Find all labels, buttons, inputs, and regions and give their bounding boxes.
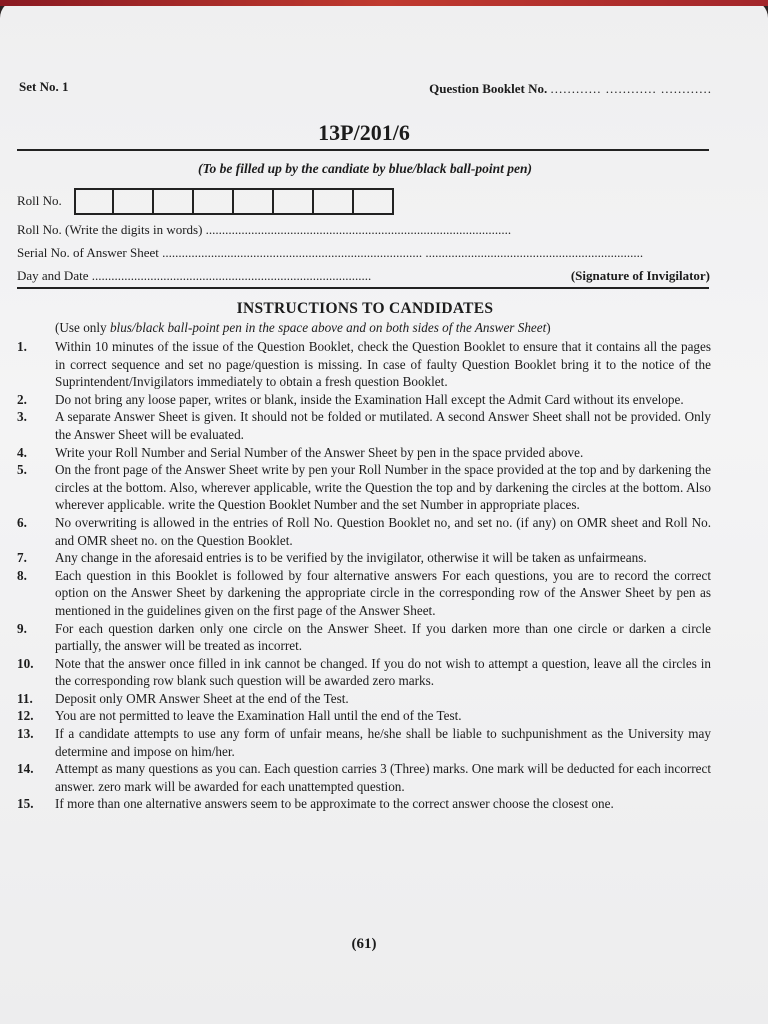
roll-no-boxes — [74, 188, 394, 215]
item-number: 2. — [17, 391, 27, 407]
roll-digit-box — [114, 188, 154, 215]
set-number: Set No. 1 — [19, 79, 69, 94]
item-text: Any change in the aforesaid entries is to be verified by the invigilator, otherwise it will be taken as unfairmeans. — [55, 550, 647, 566]
item-text: A separate Answer Sheet is given. It should not be folded or mutilated. A second Answer Sheet shall not be provided. Only the Answer Sheet will be evaluated. — [55, 409, 711, 442]
divider-top — [17, 149, 709, 151]
list-item — [17, 620, 711, 655]
item-number: 6. — [17, 514, 27, 530]
list-item — [17, 707, 711, 725]
note-italic: blus/black ball-point pen in the space above and on both sides of the Answer Sheet — [109, 320, 547, 335]
item-number: 13. — [17, 726, 34, 742]
item-text: Each question in this Booklet is followed by four alternative answers For each questions, you are to record the correct option on the Answer Sheet by darkening the appropriate circle in the corresponding row of the Answer Sheet by pen as mentioned in the guidelines given on the first page of the Answer Sheet. — [55, 567, 711, 618]
instructions-note — [55, 320, 551, 336]
item-text: If a candidate attempts to use any form of unfair means, he/she shall be liable to suchpunishment as the University may determine and impose on him/her. — [55, 726, 711, 759]
roll-digit-box — [314, 188, 354, 215]
item-text: For each question darken only one circle on the Answer Sheet. If you darken more than one circle or darken a circle partially, the answer will be treated as incorret. — [55, 620, 711, 654]
cover-edge — [0, 0, 768, 6]
list-item — [17, 338, 711, 391]
roll-digit-box — [274, 188, 314, 215]
list-item — [17, 655, 711, 690]
item-text: Do not bring any loose paper, writes or blank, inside the Examination Hall except the Admit Card without its envelope. — [55, 391, 684, 407]
item-number: 15. — [17, 796, 34, 812]
item-number: 8. — [17, 567, 27, 583]
paper-code: 13P/201/6 — [318, 120, 410, 145]
item-number: 14. — [17, 761, 34, 777]
item-text: If more than one alternative answers seem to be approximate to the correct answer choose the closest one. — [55, 796, 614, 812]
roll-digit-box — [354, 188, 394, 215]
item-text: You are not permitted to leave the Examination Hall until the end of the Test. — [55, 708, 462, 724]
instructions-list — [17, 338, 711, 813]
roll-digit-box — [234, 188, 274, 215]
booklet-blank: ............ ............ ............ — [550, 81, 712, 96]
item-number: 11. — [17, 690, 33, 706]
item-number: 12. — [17, 708, 34, 724]
day-date-field: Day and Date ...................................................................................... — [17, 268, 372, 283]
note-suffix: ) — [546, 320, 551, 335]
item-number: 4. — [17, 444, 27, 460]
serial-no-field: Serial No. of Answer Sheet ................................................................................ ................................................................... — [17, 245, 644, 260]
roll-digit-box — [194, 188, 234, 215]
item-text: Deposit only OMR Answer Sheet at the end of the Test. — [55, 690, 349, 706]
item-number: 5. — [17, 462, 27, 478]
list-item — [17, 760, 711, 795]
fill-instruction: (To be filled up by the candiate by blue/black ball-point pen) — [198, 161, 532, 176]
item-number: 3. — [17, 409, 27, 425]
list-item — [17, 549, 711, 567]
instructions-title: INSTRUCTIONS TO CANDIDATES — [236, 300, 494, 317]
list-item — [17, 690, 711, 708]
list-item — [17, 567, 711, 620]
list-item — [17, 391, 711, 409]
item-text: No overwriting is allowed in the entries of Roll No. Question Booklet no, and set no. (if any) on OMR sheet and Roll No. and OMR sheet no. on the Question Booklet. — [55, 514, 711, 548]
item-number: 7. — [17, 550, 27, 566]
list-item — [17, 725, 711, 760]
item-text: Note that the answer once filled in ink cannot be changed. If you do not wish to attempt a question, leave all the circles in the corresponding row blank such question will be awarded zero marks. — [55, 655, 711, 689]
item-text: On the front page of the Answer Sheet write by pen your Roll Number in the space provided at the top and by darkening the circles at the bottom. Also, wherever applicable, write the Question the top and by darkening the circles at the bottom. Also wherever applicable. write the Question Booklet Number and the set Number in appropriate places. — [55, 462, 711, 513]
list-item — [17, 444, 711, 462]
item-number: 10. — [17, 655, 34, 671]
item-number: 1. — [17, 339, 27, 354]
question-booklet-number — [429, 81, 712, 97]
roll-no-label: Roll No. — [17, 193, 62, 208]
list-item — [17, 461, 711, 514]
item-text: Attempt as many questions as you can. Each question carries 3 (Three) marks. One mark will be deducted for each incorrect answer. zero mark will be awarded for each unattempted question. — [55, 761, 711, 794]
invigilator-signature-label: (Signature of Invigilator) — [570, 268, 710, 283]
note-prefix: (Use only — [55, 320, 110, 335]
list-item — [17, 795, 711, 813]
roll-digit-box — [74, 188, 114, 215]
booklet-label: Question Booklet No. — [429, 81, 548, 96]
item-text: Write your Roll Number and Serial Number of the Answer Sheet by pen in the space prvided above. — [55, 444, 584, 460]
roll-digit-box — [154, 188, 194, 215]
roll-no-words-field: Roll No. (Write the digits in words) .............................................................................................. — [17, 222, 512, 237]
divider-bottom — [17, 287, 709, 289]
list-item — [17, 408, 711, 443]
list-item — [17, 514, 711, 549]
item-text: Within 10 minutes of the issue of the Question Booklet, check the Question Booklet to ensure that it contains all the pages in correct sequence and set no page/question is missing. In case of faulty Question Booklet bring it to the notice of the Suprintendent/Invigilators immediately to obtain a fresh question Booklet. — [55, 339, 711, 390]
item-number: 9. — [17, 620, 27, 636]
page-number: (61) — [351, 936, 377, 952]
